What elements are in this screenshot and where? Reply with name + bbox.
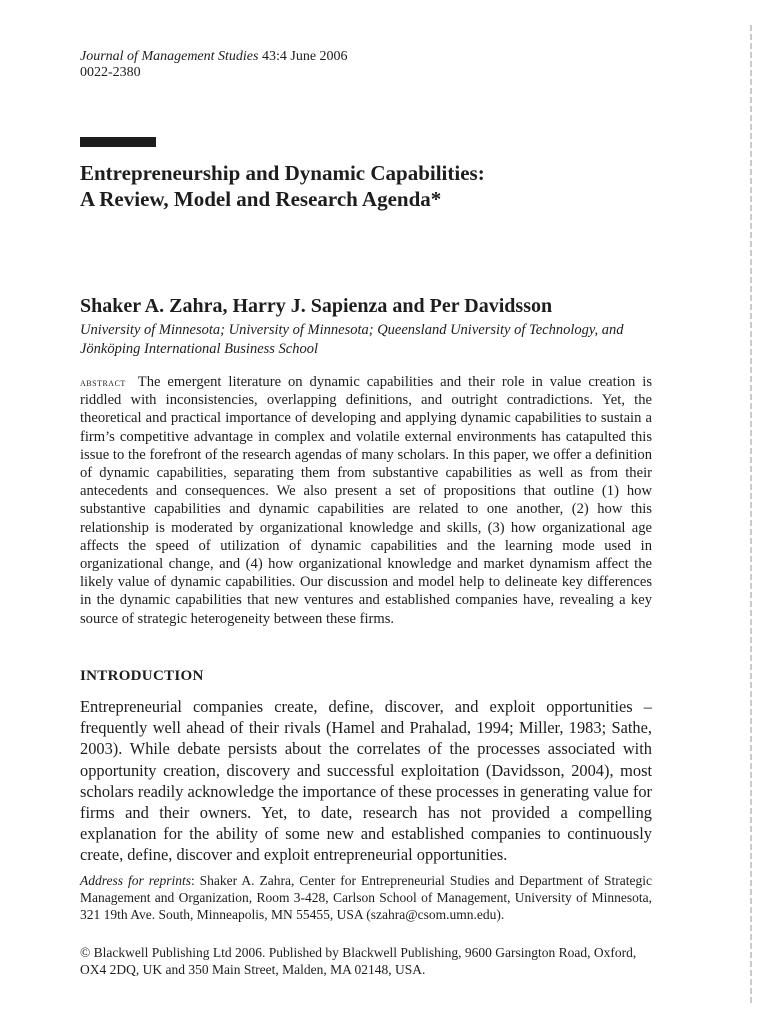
title-rule [80, 137, 156, 147]
section-heading-introduction: INTRODUCTION [80, 668, 204, 684]
affiliation-line-2: Jönköping International Business School [80, 341, 319, 357]
copyright-notice: © Blackwell Publishing Ltd 2006. Published by Blackwell Publishing, 9600 Garsington Road, Oxford, OX4 2DQ, UK and 350 Main Street, Malden, MA 02148, USA. [80, 945, 637, 977]
article-title-line-1: Entrepreneurship and Dynamic Capabilities: [80, 161, 485, 185]
volume-issue-date: 43:4 June 2006 [261, 49, 348, 64]
abstract-text: The emergent literature on dynamic capabilities and their role in value creation is riddled with inconsistencies, overlapping definitions, and outright contradictions. Yet, the theoretical and practical importance of developing and applying dynamic capabilities to sustain a firm’s competitive advantage in complex and volatile external environments has catapulted this issue to the forefront of the research agendas of many scholars. In this paper, we offer a definition of dynamic capabilities, separating them from substantive capabilities as well as from their antecedents and consequences. We also present a set of propositions that outline (1) how substantive capabilities and dynamic capabilities are related to one another, (2) how this relationship is moderated by organizational knowledge and skills, (3) how organizational age affects the speed of utilization of dynamic capabilities and the learning mode used in organizational change, and (4) how organizational knowledge and market dynamism affect the likely value of dynamic capabilities. Our discussion and model help to delineate key differences in the dynamic capabilities that new ventures and established companies have, revealing a key source of strategic heterogeneity between these firms. [80, 374, 652, 627]
issn: 0022-2380 [80, 65, 141, 80]
abstract-label: abstract [80, 375, 126, 389]
reprints-text: : Shaker A. Zahra, Center for Entrepreneurial Studies and Department of Strategic Management and Organization, Room 3-428, Carlson School of Management, University of Minnesota, 321 19th Ave. South, Minneapolis, MN 55455, USA (szahra@csom.umn.edu). [80, 873, 652, 922]
article-title [80, 160, 652, 212]
article-title-line-2: A Review, Model and Research Agenda* [80, 187, 442, 211]
journal-citation [80, 48, 348, 65]
reprints-footnote [80, 872, 652, 923]
author-affiliations [80, 321, 652, 359]
introduction-paragraph: Entrepreneurial companies create, define, discover, and exploit opportunities – frequently well ahead of their rivals (Hamel and Prahalad, 1994; Miller, 1983; Sathe, 2003). While debate persists about the correlates of the processes associated with opportunity creation, discovery and successful exploitation (Davidsson, 2004), most scholars readily acknowledge the importance of these processes in generating value for firms and their owners. Yet, to date, research has not provided a compelling explanation for the ability of some new and established companies to continuously create, define, discover and exploit entrepreneurial opportunities. [80, 697, 652, 865]
vertical-margin-strip [742, 24, 760, 1004]
author-list: Shaker A. Zahra, Harry J. Sapienza and Per Davidsson [80, 295, 553, 317]
affiliation-line-1: University of Minnesota; University of Minnesota; Queensland University of Technology, and [80, 322, 624, 338]
paper-page [80, 0, 652, 1024]
journal-name: Journal of Management Studies [80, 49, 259, 64]
reprints-label: Address for reprints [80, 873, 191, 888]
abstract [80, 373, 652, 628]
vertical-margin-text [750, 25, 752, 1003]
